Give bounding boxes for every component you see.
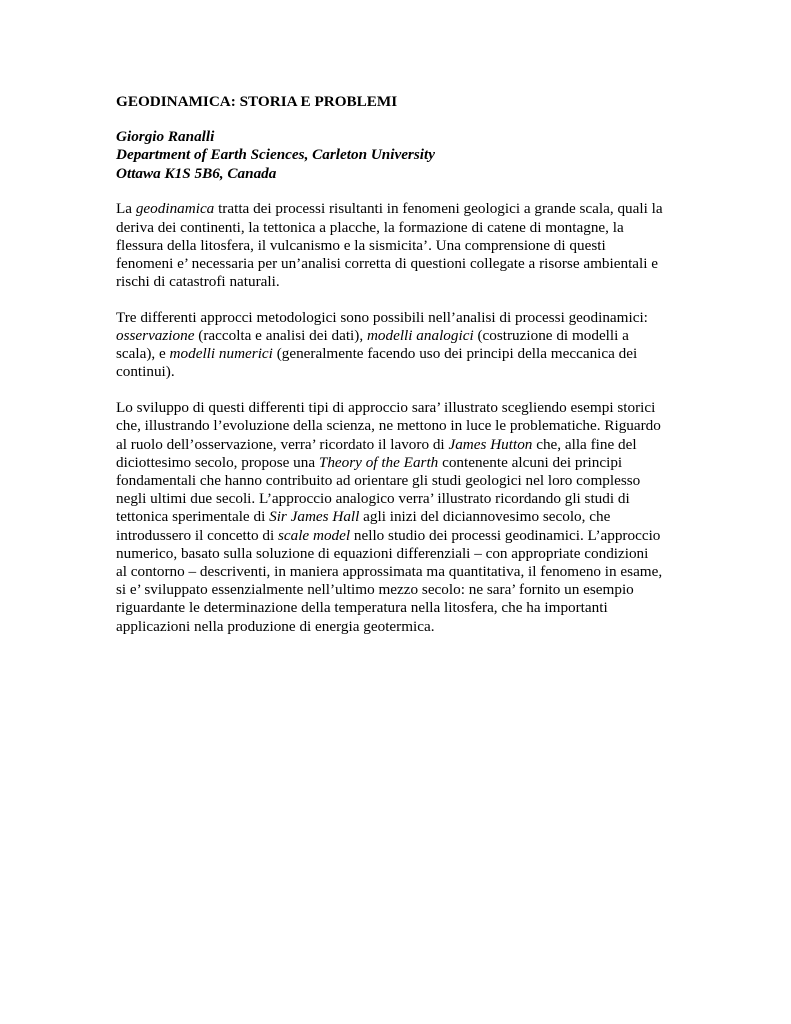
- italic-term: James Hutton: [448, 435, 533, 453]
- paragraph-line: [116, 581, 682, 599]
- text-run: Tre differenti approcci metodologici sono possibili nell’analisi di processi geodinamici:: [116, 308, 648, 326]
- paragraph-line: [116, 436, 682, 454]
- paragraph-line: [116, 345, 682, 363]
- paragraph-line: [116, 599, 682, 617]
- paragraph-line: [116, 527, 682, 545]
- text-run: fenomeni e’ necessaria per un’analisi corretta di questioni collegate a risorse ambientali e: [116, 254, 659, 272]
- text-run: diciottesimo secolo, propose una: [116, 453, 319, 471]
- text-run: deriva dei continenti, la tettonica a placche, la formazione di catene di montagne, la: [116, 218, 624, 236]
- paragraph-line: [116, 309, 682, 327]
- text-run: numerico, basato sulla soluzione di equazioni differenziali – con appropriate condizioni: [116, 544, 649, 562]
- text-run: introdussero il concetto di: [116, 526, 278, 544]
- text-run: (generalmente facendo uso dei principi della meccanica dei: [272, 345, 638, 363]
- document-body: [116, 200, 682, 635]
- author-department: Department of Earth Sciences, Carleton University: [116, 146, 435, 164]
- text-run: scala), e: [116, 345, 170, 363]
- document-title: GEODINAMICA: STORIA E PROBLEMI: [116, 93, 398, 110]
- paragraph-line: [116, 563, 682, 581]
- italic-term: Sir James Hall: [269, 508, 360, 526]
- paragraph-line: [116, 417, 682, 435]
- italic-term: modelli numerici: [169, 345, 273, 363]
- paragraph-line: [116, 327, 682, 345]
- text-run: al ruolo dell’osservazione, verra’ ricordato il lavoro di: [116, 435, 449, 453]
- text-run: si e’ sviluppato essenzialmente nell’ultimo mezzo secolo: ne sara’ fornito un esempio: [116, 581, 634, 599]
- text-run: nello studio dei processi geodinamici. L’approccio: [350, 526, 661, 544]
- text-run: contenente alcuni dei principi: [438, 453, 623, 471]
- text-run: Lo sviluppo di questi differenti tipi di approccio sara’ illustrato scegliendo esempi storici: [116, 399, 656, 417]
- author-address: Ottawa K1S 5B6, Canada: [116, 164, 277, 182]
- paragraph-line: [116, 490, 682, 508]
- paragraph-line: [116, 472, 682, 490]
- italic-term: Theory of the Earth: [318, 453, 439, 471]
- paragraph-approaches: [116, 309, 682, 382]
- paragraph-line: [116, 219, 682, 237]
- author-name: Giorgio Ranalli: [116, 128, 215, 146]
- text-run: applicazioni nella produzione di energia geotermica.: [116, 617, 435, 635]
- document-page: [116, 93, 682, 636]
- text-run: continui).: [116, 363, 175, 381]
- paragraph-intro: [116, 200, 682, 291]
- paragraph-line: [116, 255, 682, 273]
- text-run: che, illustrando l’evoluzione della scienza, ne mettono in luce le problematiche. Riguardo: [116, 417, 661, 435]
- paragraph-line: [116, 545, 682, 563]
- text-run: tratta dei processi risultanti in fenomeni geologici a grande scala, quali la: [214, 200, 663, 218]
- text-run: che, alla fine del: [532, 435, 637, 453]
- text-run: flessura della litosfera, il vulcanismo e la sismicita’. Una comprensione di questi: [116, 236, 606, 254]
- paragraph-line: [116, 273, 682, 291]
- text-run: fondamentali che hanno contribuito ad orientare gli studi geologici nel loro complesso: [116, 471, 641, 489]
- italic-term: scale model: [277, 526, 351, 544]
- paragraph-line: [116, 399, 682, 417]
- text-run: La: [116, 200, 136, 218]
- text-run: (raccolta e analisi dei dati),: [194, 327, 367, 345]
- text-run: (costruzione di modelli a: [473, 327, 629, 345]
- text-run: riguardante le determinazione della temperatura nella litosfera, che ha importanti: [116, 599, 608, 617]
- italic-term: modelli analogici: [366, 327, 474, 345]
- text-run: negli ultimi due secoli. L’approccio analogico verra’ illustrato ricordando gli studi di: [116, 490, 630, 508]
- paragraph-line: [116, 200, 682, 218]
- text-run: agli inizi del diciannovesimo secolo, che: [359, 508, 611, 526]
- paragraph-history: [116, 399, 682, 636]
- paragraph-line: [116, 618, 682, 636]
- paragraph-line: [116, 237, 682, 255]
- italic-term: osservazione: [116, 327, 195, 345]
- text-run: tettonica sperimentale di: [116, 508, 270, 526]
- paragraph-line: [116, 363, 682, 381]
- text-run: al contorno – descriventi, in maniera approssimata ma quantitativa, il fenomeno in esame,: [116, 562, 663, 580]
- author-block: [116, 128, 682, 183]
- italic-term: geodinamica: [135, 200, 215, 218]
- text-run: rischi di catastrofi naturali.: [116, 273, 280, 291]
- paragraph-line: [116, 454, 682, 472]
- paragraph-line: [116, 508, 682, 526]
